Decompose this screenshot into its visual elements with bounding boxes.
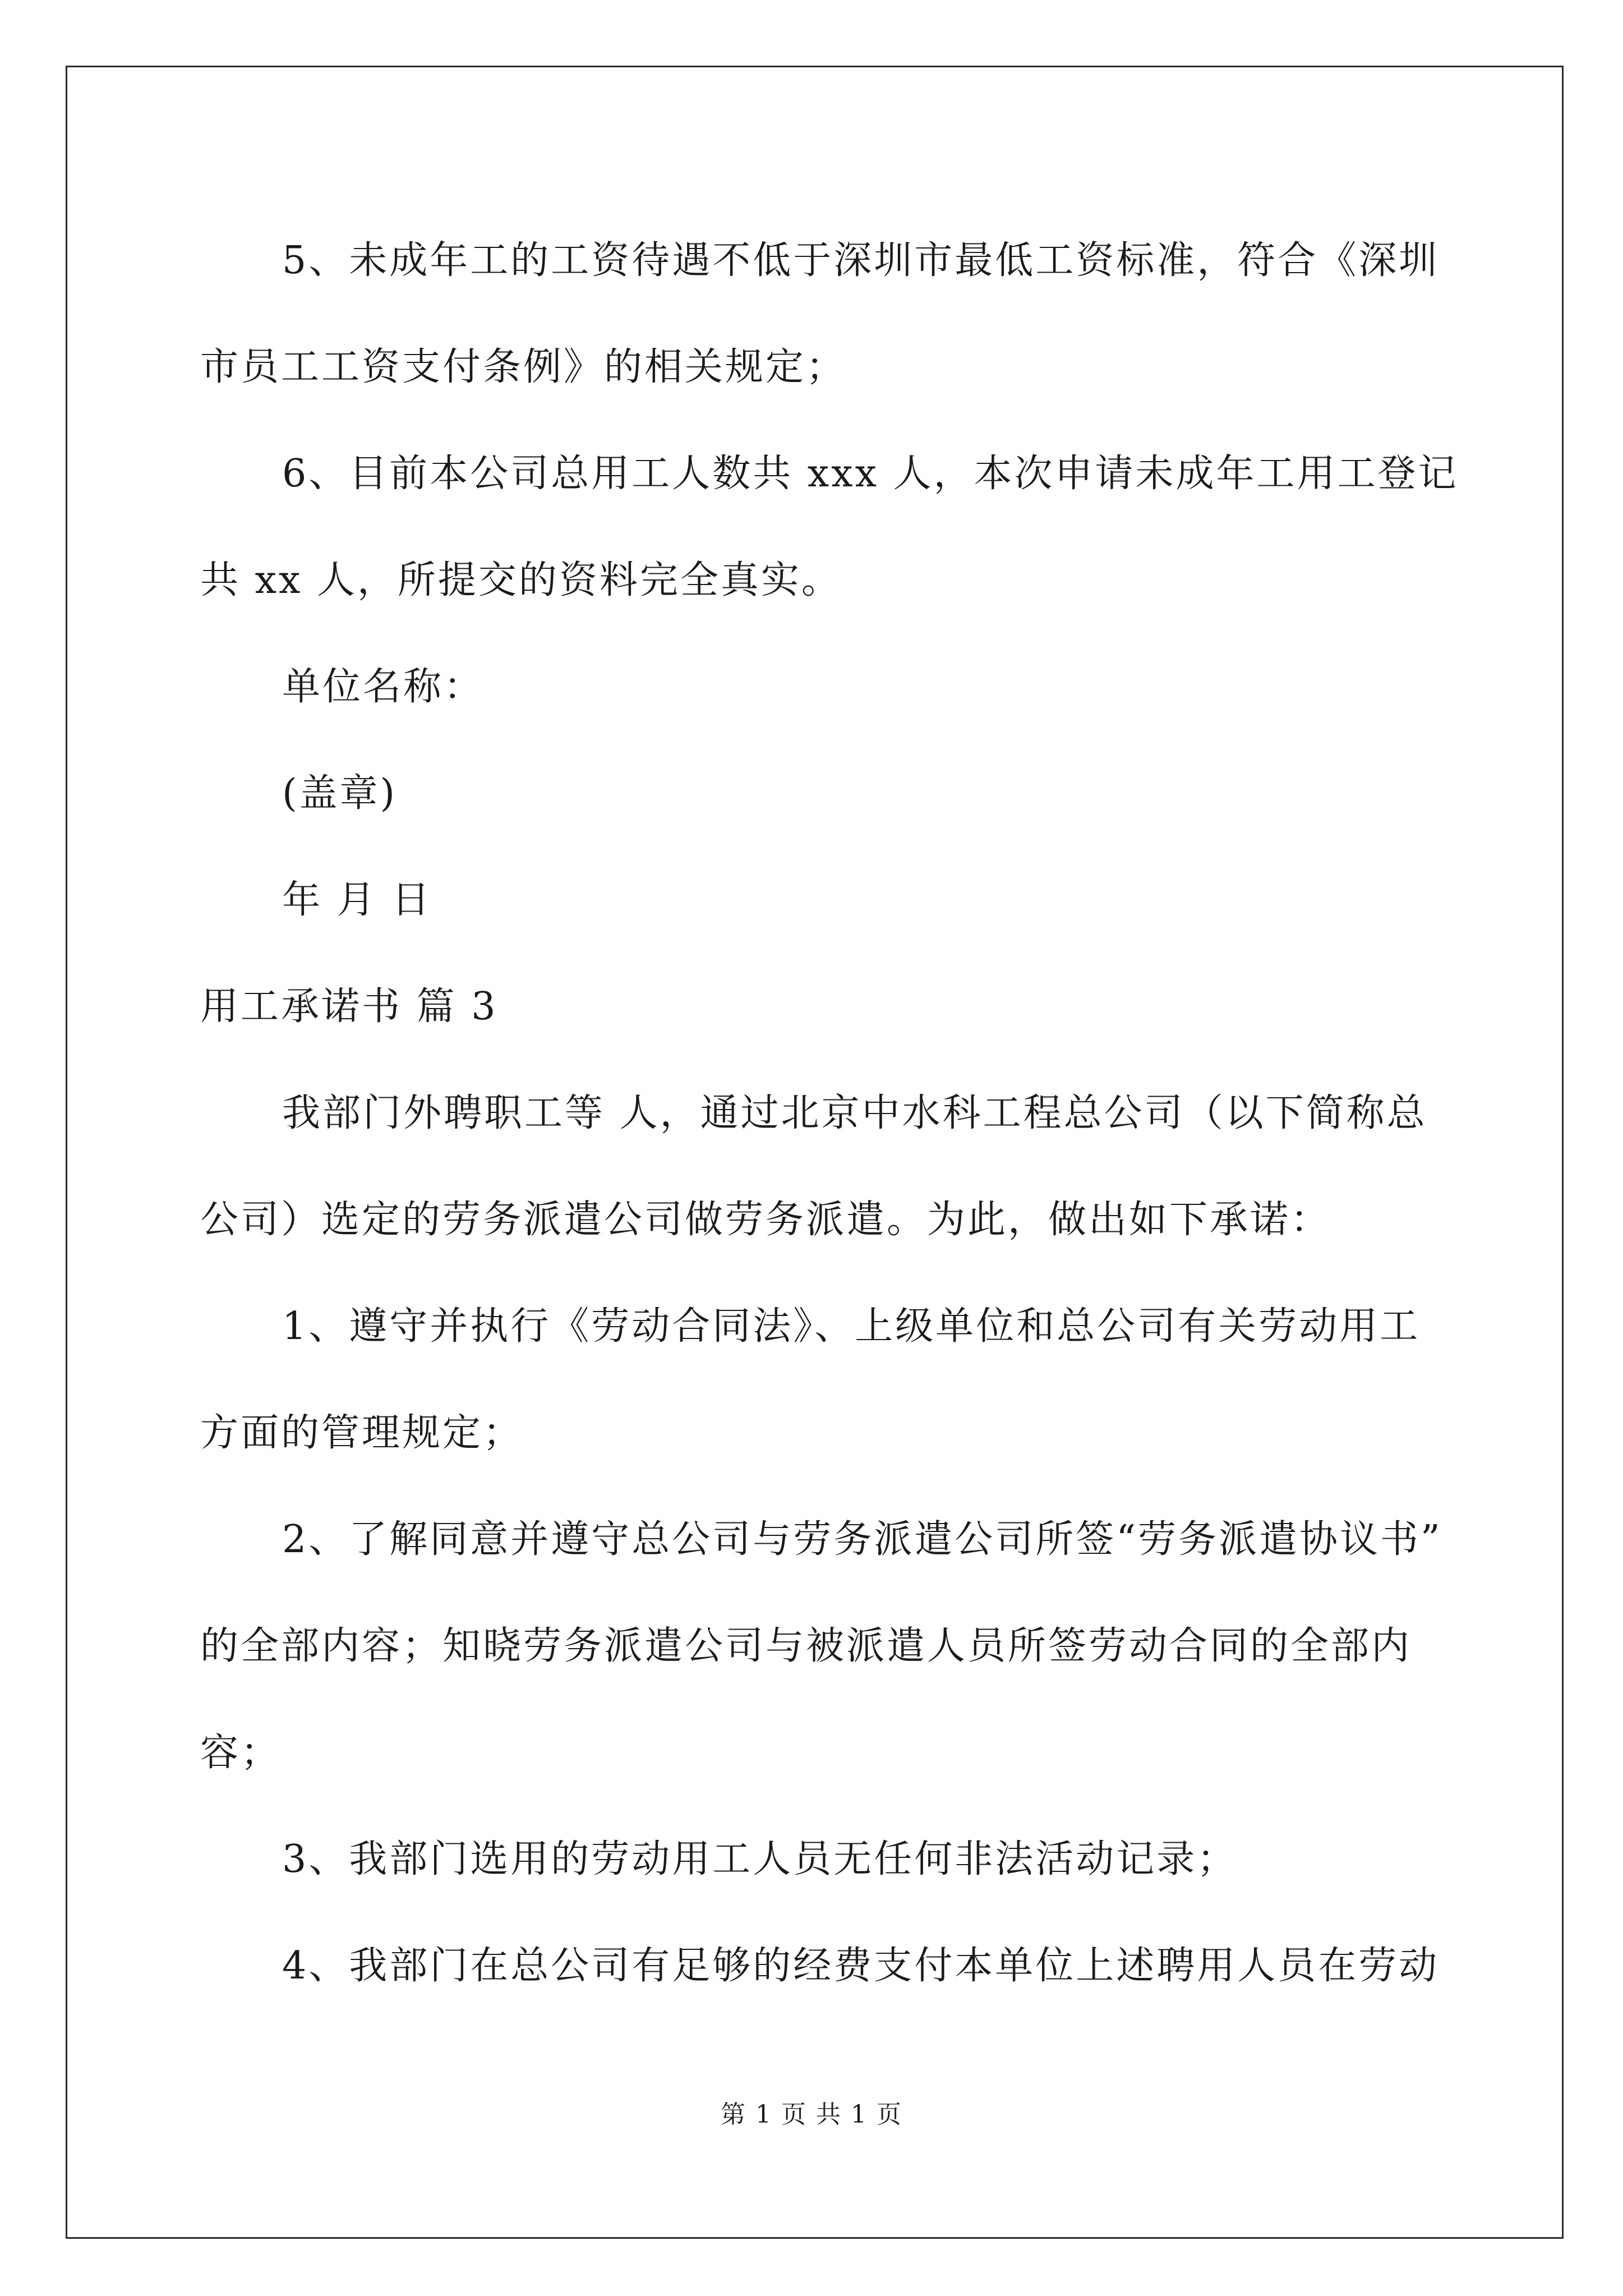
- document-body: [200, 208, 1459, 2019]
- paragraph-line: 市员工工资支付条例》的相关规定；: [200, 345, 847, 389]
- paragraph-line: 的全部内容；知晓劳务派遣公司与被派遣人员所签劳动合同的全部内: [200, 1624, 1412, 1668]
- paragraph-line: 我部门外聘职工等 人，通过北京中水科工程总公司（以下简称总: [282, 1091, 1427, 1135]
- date-label: 年 月 日: [282, 878, 432, 922]
- paragraph-line: 4、我部门在总公司有足够的经费支付本单位上述聘用人员在劳动: [282, 1944, 1440, 1988]
- seal-label: (盖章): [282, 771, 398, 816]
- section-heading: 用工承诺书 篇 3: [200, 984, 498, 1029]
- paragraph-line: 3、我部门选用的劳动用工人员无任何非法活动记录；: [282, 1837, 1238, 1881]
- paragraph-line: 公司）选定的劳务派遣公司做劳务派遣。为此，做出如下承诺：: [200, 1198, 1331, 1242]
- paragraph-line: 方面的管理规定；: [200, 1411, 524, 1455]
- paragraph-line: 6、目前本公司总用工人数共 xxx 人，本次申请未成年工用工登记: [282, 452, 1459, 496]
- paragraph-line: 共 xx 人，所提交的资料完全真实。: [200, 558, 842, 602]
- paragraph-line: 2、了解同意并遵守总公司与劳务派遣公司所签“劳务派遣协议书”: [282, 1517, 1442, 1562]
- paragraph-line: 容；: [200, 1731, 282, 1775]
- page-number: 第 1 页 共 1 页: [721, 2100, 902, 2129]
- page-footer: [0, 2098, 1623, 2132]
- paragraph-line: 5、未成年工的工资待遇不低于深圳市最低工资标准，符合《深圳: [282, 238, 1440, 283]
- paragraph-line: 1、遵守并执行《劳动合同法》、上级单位和总公司有关劳动用工: [282, 1304, 1421, 1349]
- unit-name-label: 单位名称：: [282, 665, 485, 709]
